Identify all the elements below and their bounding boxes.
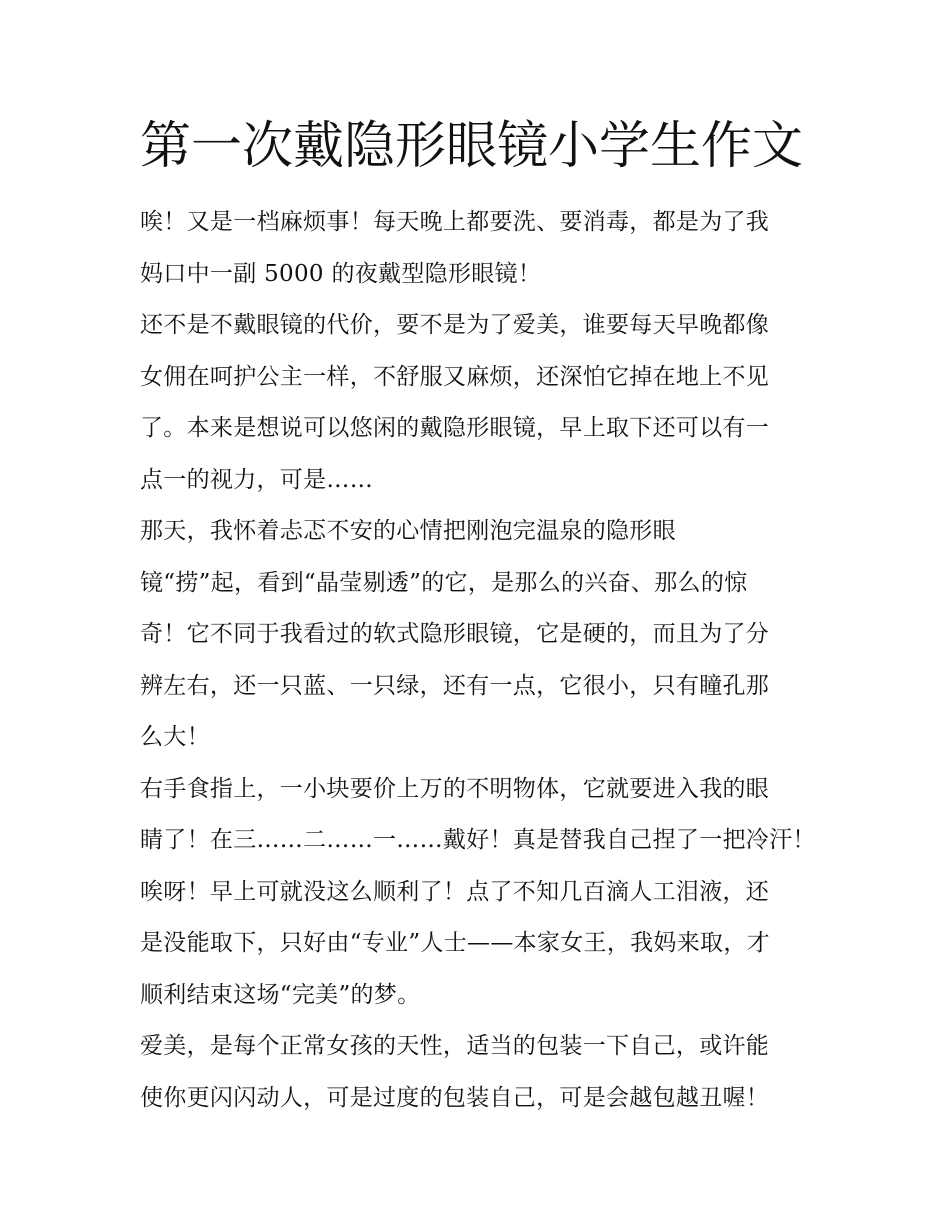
text-line: 是没能取下，只好由“专业”人士——本家女王，我妈来取，才 [140,930,770,956]
text-line: 辨左右，还一只蓝、一只绿，还有一点，它很小，只有瞳孔那 [140,672,770,699]
page-title: 第一次戴隐形眼镜小学生作文 [140,117,804,176]
text-line: 妈口中一副 5000 的夜戴型隐形眼镜！ [140,260,542,287]
text-line: 那天，我怀着忐忑不安的心情把刚泡完温泉的隐形眼 [140,518,676,544]
text-line: 唉！又是一档麻烦事！每天晚上都要洗、要消毒，都是为了我 [140,209,770,235]
text-line: 爱美，是每个正常女孩的天性，适当的包装一下自己，或许能 [140,1033,770,1059]
text-line: 了。本来是想说可以悠闲的戴隐形眼镜，早上取下还可以有一 [140,415,770,441]
text-line: 镜“捞”起，看到“晶莹剔透”的它，是那么的兴奋、那么的惊 [140,569,748,596]
text-line: 女佣在呵护公主一样，不舒服又麻烦，还深怕它掉在地上不见 [140,363,770,390]
text-line: 还不是不戴眼镜的代价，要不是为了爱美，谁要每天早晚都像 [140,312,770,338]
text-line: 唉呀！早上可就没这么顺利了！点了不知几百滴人工泪液，还 [140,878,770,905]
text-line: 使你更闪闪动人，可是过度的包装自己，可是会越包越丑喔！ [140,1084,770,1111]
essay-body [140,197,820,1124]
text-line: 顺利结束这场“完美”的梦。 [140,981,421,1008]
text-line: 睛了！在三……二……一……戴好！真是替我自己捏了一把冷汗！ [140,827,816,853]
text-line: 么大！ [140,724,210,750]
text-line: 右手食指上，一小块要价上万的不明物体，它就要进入我的眼 [140,775,770,802]
text-line: 点一的视力，可是…… [140,466,373,493]
text-line: 奇！它不同于我看过的软式隐形眼镜，它是硬的，而且为了分 [140,621,770,647]
